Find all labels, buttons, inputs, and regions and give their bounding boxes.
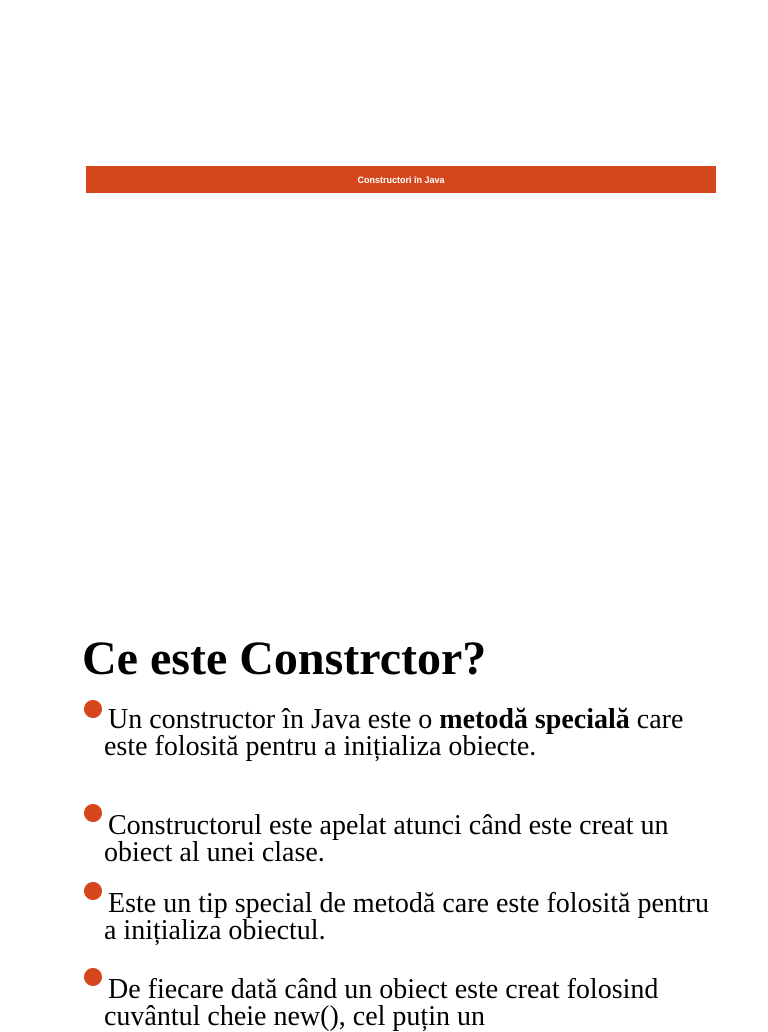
bullet-dot-icon <box>84 882 102 900</box>
bullet-text: De fiecare dată când un obiect este creat folosind cuvântul cheie new(), cel puțin un <box>104 974 659 1032</box>
section-heading: Ce este Constrctor? <box>82 632 487 685</box>
bullet-text: Constructorul este apelat atunci când este creat un obiect al unei clase. <box>104 810 669 868</box>
bullet-text: Un constructor în Java este o metodă specială care este folosită pentru a inițializa obiecte. <box>104 704 684 762</box>
title-banner <box>86 166 716 193</box>
bullet-dot-icon <box>84 700 102 718</box>
bold-phrase: metodă specială <box>439 704 630 735</box>
banner-title: Constructori în Java <box>357 174 445 185</box>
bullet-dot-icon <box>84 968 102 986</box>
bullet-text: Este un tip special de metodă care este folosită pentru a inițializa obiectul. <box>104 888 710 946</box>
bullet-dot-icon <box>84 804 102 822</box>
